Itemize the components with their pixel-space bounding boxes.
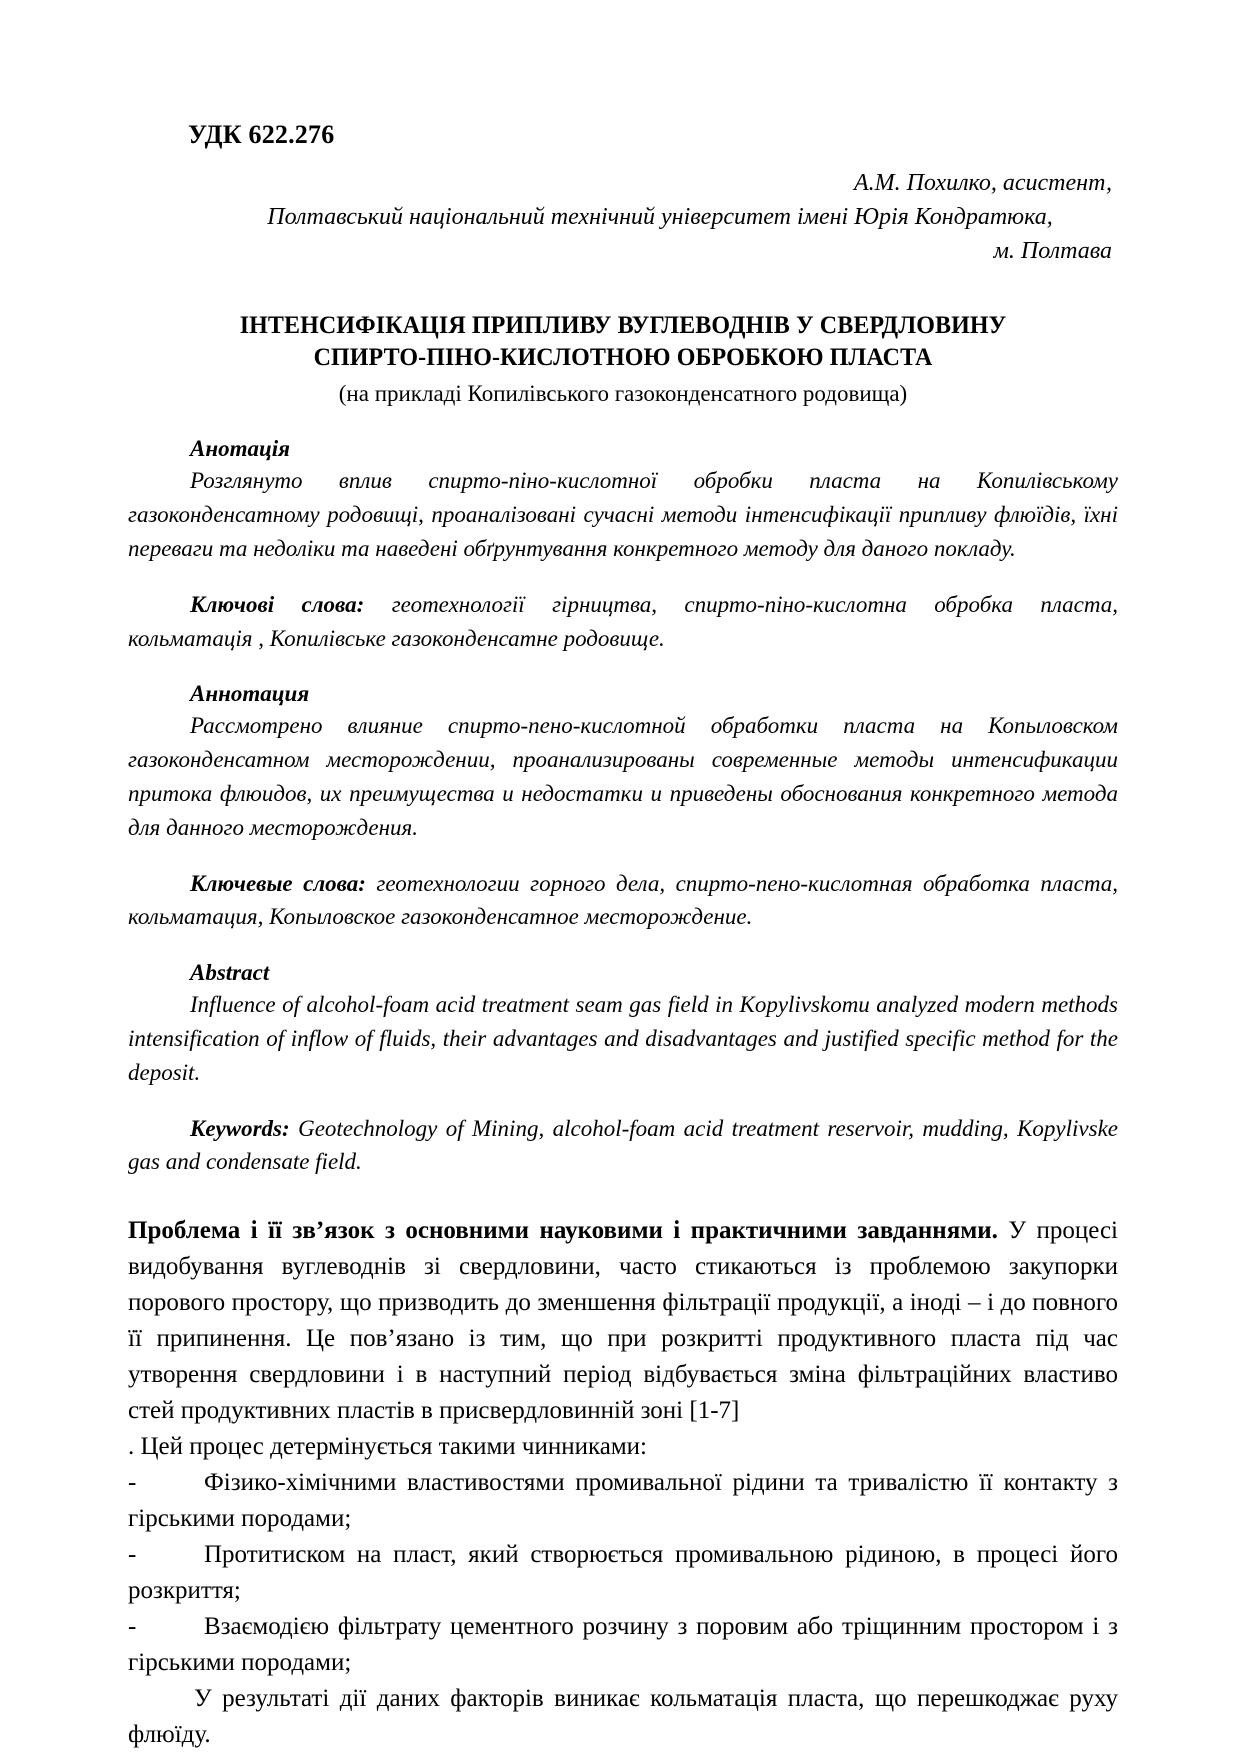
body-lead-tail: . Цей процес детермінується такими чинниками: — [128, 1433, 648, 1461]
keywords-en — [128, 1112, 1118, 1180]
abstract-ukrainian — [128, 436, 1118, 655]
body-lead-heading: Проблема і її зв’язок з основними науковими і практичними завданнями. — [128, 1217, 998, 1245]
abstract-ru-heading: Аннотация — [190, 681, 310, 707]
keywords-uk-text: геотехнології гірництва, спирто-піно-кислотна обробка пласта, кольматація , Копилівське газоконденсатне родовище. — [128, 591, 1118, 651]
list-item — [128, 1465, 1118, 1537]
author-name: А.М. Похилко, асистент, — [853, 170, 1112, 196]
list-item — [128, 1537, 1118, 1609]
body-lead-text: У процесі видобування вуглеводнів зі свердловини, часто стикаються із проблемою закупорки порового простору, що призводить до зменшення фільтрації продукції, а іноді – і до повного її припинення. Це пов’язано із тим, що при розкритті продуктивного пласта під час утворення свердловини і в наступний період відбувається зміна фільтраційних властиво стей продуктивних пластів в присвердловинній зоні [1-7] — [128, 1217, 1118, 1425]
keywords-uk — [128, 588, 1118, 656]
paper-title-line-2: СПИРТО-ПІНО-КИСЛОТНОЮ ОБРОБКОЮ ПЛАСТА — [313, 344, 933, 372]
keywords-ru — [128, 867, 1118, 935]
bullet-marker: - — [128, 1613, 137, 1641]
paper-subtitle: (на прикладі Копилівського газоконденсатного родовища) — [338, 381, 908, 407]
list-item-text: Фізико-хімічними властивостями промивальної рідини та тривалістю її контакту з гірськими породами; — [128, 1469, 1118, 1533]
keywords-ru-text: геотехнологии горного дела, спирто-пено-кислотная обработка пласта, кольматация, Копыловское газоконденсатное месторождение. — [128, 870, 1118, 930]
body-closing-paragraph: У результаті дії даних факторів виникає кольматація пласта, що перешкоджає руху флюїду. — [128, 1685, 1118, 1749]
abstract-uk-heading: Анотація — [190, 436, 291, 462]
list-item-text: Взаємодією фільтрату цементного розчину з поровим або тріщинним простором і з гірськими породами; — [128, 1613, 1118, 1677]
author-city: м. Полтава — [993, 238, 1112, 265]
keywords-en-label: Keywords: — [190, 1115, 290, 1141]
title-block — [128, 310, 1118, 410]
udk-code: УДК 622.276 — [188, 120, 335, 149]
page-content — [128, 120, 1118, 1753]
abstract-en-heading: Abstract — [190, 960, 270, 986]
body-lead-paragraph — [128, 1213, 1118, 1429]
abstract-en-body: Influence of alcohol-foam acid treatment seam gas field in Kopylivskomu analyzed modern methods intensification of inflow of fluids, their advantages and disadvantages and justified specific method for the deposit. — [128, 992, 1118, 1085]
keywords-en-text: Geotechnology of Mining, alcohol-foam acid treatment reservoir, mudding, Kopylivske gas and condensate field. — [128, 1115, 1118, 1175]
abstract-uk-body: Розглянуто вплив спирто-піно-кислотної обробки пласта на Копилівському газоконденсатному родовищі, проаналізовані сучасні методи інтенсифікації припливу флюїдів, їхні переваги та недоліки та наведені обґрунтування конкретного методу для даного покладу. — [128, 468, 1118, 562]
body-section — [128, 1213, 1118, 1753]
author-affiliation: Полтавський національний технічний університет імені Юрія Кондратюка, — [267, 204, 1053, 231]
abstract-english — [128, 960, 1118, 1179]
paper-title-line-1: ІНТЕНСИФІКАЦІЯ ПРИПЛИВУ ВУГЛЕВОДНІВ У СВЕРДЛОВИНУ — [239, 312, 1007, 340]
abstract-ru-body: Рассмотрено влияние спирто-пено-кислотной обработки пласта на Копыловском газоконденсатном месторождении, проанализированы современные методы интенсификации притока флюидов, их преимущества и недостатки и приведены обоснования конкретного метода для данного месторождения. — [128, 713, 1118, 840]
bullet-marker: - — [128, 1541, 137, 1569]
list-item — [128, 1609, 1118, 1681]
abstract-russian — [128, 681, 1118, 934]
list-item-text: Протитиском на пласт, який створюється промивальною рідиною, в процесі його розкриття; — [128, 1541, 1118, 1605]
keywords-ru-label: Ключевые слова: — [190, 870, 366, 896]
keywords-uk-label: Ключові слова: — [190, 591, 365, 617]
bullet-marker: - — [128, 1469, 137, 1497]
